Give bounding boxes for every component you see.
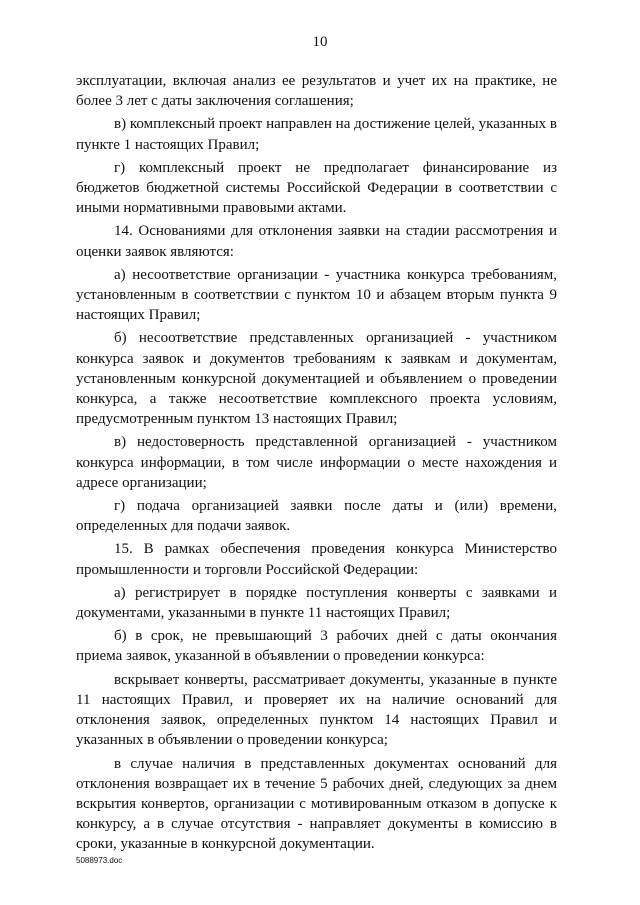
paragraph: эксплуатации, включая анализ ее результатов и учет их на практике, не более 3 лет с даты заключения соглашения; <box>76 73 557 110</box>
paragraph: г) подача организацией заявки после даты и (или) времени, определенных для подачи заявок. <box>76 498 557 535</box>
paragraph: а) несоответствие организации - участника конкурса требованиям, установленным в соответствии с пунктом 10 и абзацем вторым пункта 9 настоящих Правил; <box>76 266 557 324</box>
paragraph: б) несоответствие представленных организацией - участником конкурса заявок и документов требованиям к заявкам и документам, установленным конкурсной документацией и объявлением о проведении конкурса, а также несоответствие комплексного проекта условиям, предусмотренным пунктом 13 настоящих Правил; <box>76 330 557 428</box>
paragraph: а) регистрирует в порядке поступления конверты с заявками и документами, указанными в пункте 11 настоящих Правил; <box>76 584 557 622</box>
paragraph: вскрывает конверты, рассматривает документы, указанные в пункте 11 настоящих Правил, и проверяет их на наличие оснований для отклонения заявок, определенных пунктом 14 настоящих Правил и указанных в объявлении о проведении конкурса; <box>76 671 557 749</box>
page-number: 10 <box>312 34 328 50</box>
paragraph: г) комплексный проект не предполагает финансирование из бюджетов бюджетной системы Российской Федерации в соответствии с иными нормативными правовыми актами. <box>76 159 557 217</box>
paragraph: в случае наличия в представленных документах оснований для отклонения возвращает их в течение 5 рабочих дней, следующих за днем вскрытия конвертов, организации с мотивированным отказом в допуске к конкурсу, а в случае отсутствия - направляет документы в комиссию в сроки, указанные в конкурсной документации. <box>76 755 557 853</box>
paragraph: б) в срок, не превышающий 3 рабочих дней с даты окончания приема заявок, указанной в объявлении о проведении конкурса: <box>76 628 557 665</box>
paragraph: в) комплексный проект направлен на достижение целей, указанных в пункте 1 настоящих Правил; <box>76 116 557 153</box>
paragraph: 14. Основаниями для отклонения заявки на стадии рассмотрения и оценки заявок являются: <box>76 223 557 260</box>
document-file-name: 5088973.doc <box>76 856 123 865</box>
paragraph: в) недостоверность представленной организацией - участником конкурса информации, в том числе информации о месте нахождения и адресе организации; <box>76 434 557 491</box>
document-body <box>76 71 557 855</box>
paragraph: 15. В рамках обеспечения проведения конкурса Министерство промышленности и торговли Российской Федерации: <box>76 541 557 578</box>
